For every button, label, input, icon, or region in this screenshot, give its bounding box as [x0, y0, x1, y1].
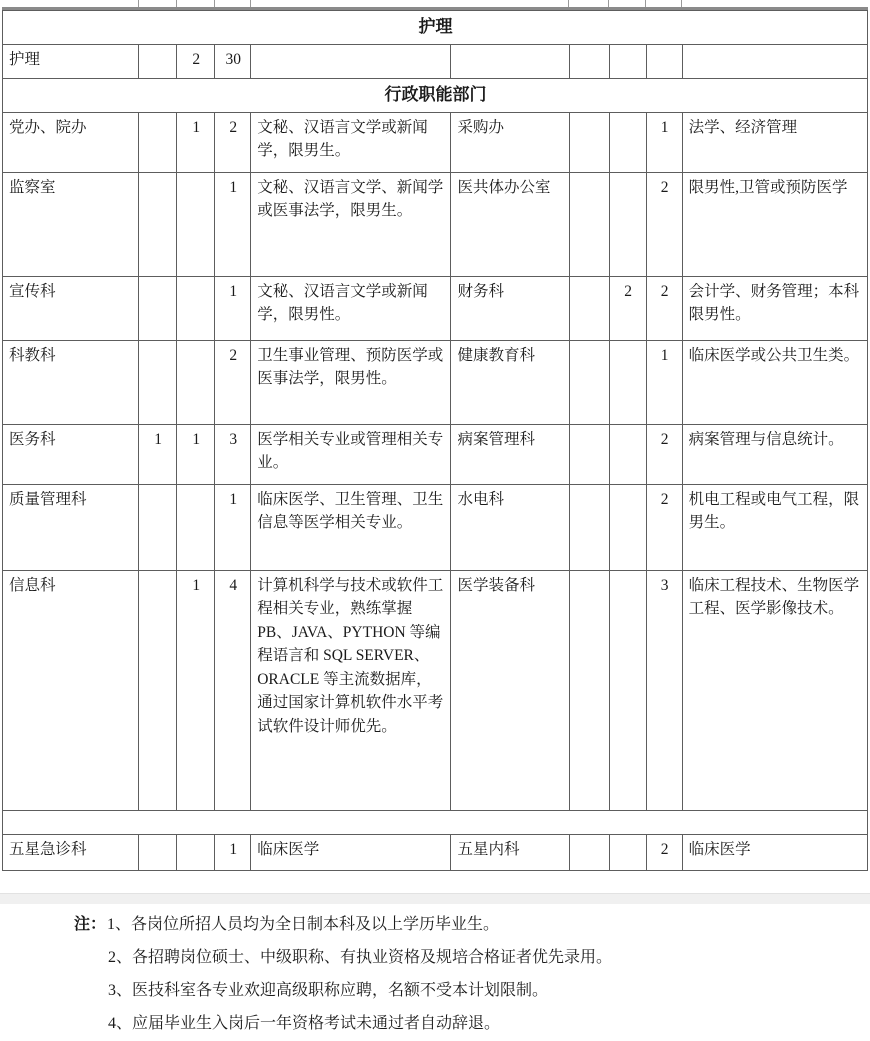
left-count-a — [139, 484, 177, 570]
right-department: 医学装备科 — [451, 570, 569, 810]
right-count-b — [609, 484, 646, 570]
note-item — [74, 1007, 870, 1040]
right-department: 医共体办公室 — [451, 172, 569, 276]
left-department: 信息科 — [3, 570, 139, 810]
section-header-row-nursing — [3, 11, 868, 45]
right-major: 病案管理与信息统计。 — [682, 424, 867, 484]
left-count-b: 1 — [177, 570, 215, 810]
left-count-a — [139, 340, 177, 424]
right-count-a — [569, 112, 609, 172]
table-row — [3, 340, 868, 424]
grid-line — [138, 0, 139, 7]
table-row — [3, 570, 868, 810]
left-major: 临床医学、卫生管理、卫生信息等医学相关专业。 — [251, 484, 451, 570]
spacer-cell — [3, 810, 868, 834]
left-major: 计算机科学与技术或软件工程相关专业，熟练掌握 PB、JAVA、PYTHON 等编程语言和 SQL SERVER、ORACLE 等主流数据库，通过国家计算机软件水平考试软件设计师优先。 — [251, 570, 451, 810]
table-row — [3, 44, 868, 78]
note-item — [74, 908, 870, 941]
right-major: 临床医学或公共卫生类。 — [682, 340, 867, 424]
left-department: 医务科 — [3, 424, 139, 484]
left-count-b — [177, 340, 215, 424]
left-count-c: 2 — [215, 112, 251, 172]
left-count-c: 1 — [215, 172, 251, 276]
table-row — [3, 276, 868, 340]
right-count-b — [609, 172, 646, 276]
left-count-c: 4 — [215, 570, 251, 810]
right-major: 临床医学 — [682, 834, 867, 870]
left-count-a — [139, 276, 177, 340]
right-count-b — [609, 44, 646, 78]
note-item — [74, 941, 870, 974]
left-major: 卫生事业管理、预防医学或医事法学，限男性。 — [251, 340, 451, 424]
left-count-b — [177, 172, 215, 276]
left-count-b: 1 — [177, 424, 215, 484]
right-count-b — [609, 340, 646, 424]
left-major: 文秘、汉语言文学、新闻学或医事法学，限男生。 — [251, 172, 451, 276]
left-count-c: 3 — [215, 424, 251, 484]
left-count-b: 1 — [177, 112, 215, 172]
right-count-b — [609, 112, 646, 172]
left-count-a — [139, 834, 177, 870]
grid-line — [608, 0, 609, 7]
left-count-c: 30 — [215, 44, 251, 78]
left-major: 医学相关专业或管理相关专业。 — [251, 424, 451, 484]
right-count-c — [646, 44, 682, 78]
right-major: 临床工程技术、生物医学工程、医学影像技术。 — [682, 570, 867, 810]
right-count-c: 1 — [646, 340, 682, 424]
grid-line — [568, 0, 569, 7]
grid-line — [214, 0, 215, 7]
left-count-a — [139, 570, 177, 810]
note-item — [74, 974, 870, 1007]
section-title-admin: 行政职能部门 — [3, 78, 868, 112]
table-top-stub — [2, 0, 868, 10]
table-row — [3, 112, 868, 172]
grid-line — [176, 0, 177, 7]
table-row — [3, 424, 868, 484]
right-count-c: 2 — [646, 834, 682, 870]
left-department: 宣传科 — [3, 276, 139, 340]
right-major: 限男性,卫管或预防医学 — [682, 172, 867, 276]
note-text: 4、应届毕业生入岗后一年资格考试未通过者自动辞退。 — [108, 1015, 501, 1033]
left-count-a: 1 — [139, 424, 177, 484]
left-count-c: 1 — [215, 276, 251, 340]
table-spacer-row — [3, 810, 868, 834]
left-count-a — [139, 44, 177, 78]
right-department: 病案管理科 — [451, 424, 569, 484]
left-department: 科教科 — [3, 340, 139, 424]
left-count-b — [177, 834, 215, 870]
right-major: 法学、经济管理 — [682, 112, 867, 172]
right-count-b — [609, 424, 646, 484]
right-count-a — [569, 424, 609, 484]
right-count-c: 1 — [646, 112, 682, 172]
left-count-a — [139, 172, 177, 276]
right-count-a — [569, 44, 609, 78]
table-row — [3, 834, 868, 870]
section-title-nursing: 护理 — [3, 11, 868, 45]
left-count-b — [177, 484, 215, 570]
right-department: 五星内科 — [451, 834, 569, 870]
notes-label: 注： — [74, 915, 107, 933]
right-count-b — [609, 570, 646, 810]
left-department: 监察室 — [3, 172, 139, 276]
grid-line — [645, 0, 646, 7]
right-count-a — [569, 834, 609, 870]
grid-line — [681, 0, 682, 7]
table-row — [3, 484, 868, 570]
left-department: 五星急诊科 — [3, 834, 139, 870]
left-major: 文秘、汉语言文学或新闻学，限男生。 — [251, 112, 451, 172]
right-count-a — [569, 276, 609, 340]
left-major: 文秘、汉语言文学或新闻学，限男性。 — [251, 276, 451, 340]
left-department: 党办、院办 — [3, 112, 139, 172]
right-count-a — [569, 484, 609, 570]
right-count-a — [569, 172, 609, 276]
right-count-c: 2 — [646, 424, 682, 484]
left-count-a — [139, 112, 177, 172]
page-bottom-band — [0, 893, 870, 904]
right-major: 会计学、财务管理；本科限男性。 — [682, 276, 867, 340]
right-count-c: 3 — [646, 570, 682, 810]
right-major — [682, 44, 867, 78]
right-department: 水电科 — [451, 484, 569, 570]
right-count-a — [569, 340, 609, 424]
grid-line — [250, 0, 251, 7]
recruitment-plan-table — [2, 10, 868, 871]
right-department: 财务科 — [451, 276, 569, 340]
left-count-c: 1 — [215, 484, 251, 570]
right-department: 采购办 — [451, 112, 569, 172]
note-text: 2、各招聘岗位硕士、中级职称、有执业资格及规培合格证者优先录用。 — [108, 948, 613, 966]
left-count-b — [177, 276, 215, 340]
note-text: 3、医技科室各专业欢迎高级职称应聘，名额不受本计划限制。 — [108, 982, 549, 1000]
table-row — [3, 172, 868, 276]
right-major: 机电工程或电气工程，限男生。 — [682, 484, 867, 570]
left-department: 质量管理科 — [3, 484, 139, 570]
left-count-c: 1 — [215, 834, 251, 870]
right-department: 健康教育科 — [451, 340, 569, 424]
note-text: 1、各岗位所招人员均为全日制本科及以上学历毕业生。 — [107, 915, 500, 933]
right-count-a — [569, 570, 609, 810]
right-count-b: 2 — [609, 276, 646, 340]
left-count-b: 2 — [177, 44, 215, 78]
right-count-c: 2 — [646, 172, 682, 276]
right-count-c: 2 — [646, 276, 682, 340]
notes-section — [0, 908, 870, 1041]
right-department — [451, 44, 569, 78]
right-count-b — [609, 834, 646, 870]
left-major — [251, 44, 451, 78]
left-department: 护理 — [3, 44, 139, 78]
left-major: 临床医学 — [251, 834, 451, 870]
section-header-row-admin — [3, 78, 868, 112]
right-count-c: 2 — [646, 484, 682, 570]
left-count-c: 2 — [215, 340, 251, 424]
